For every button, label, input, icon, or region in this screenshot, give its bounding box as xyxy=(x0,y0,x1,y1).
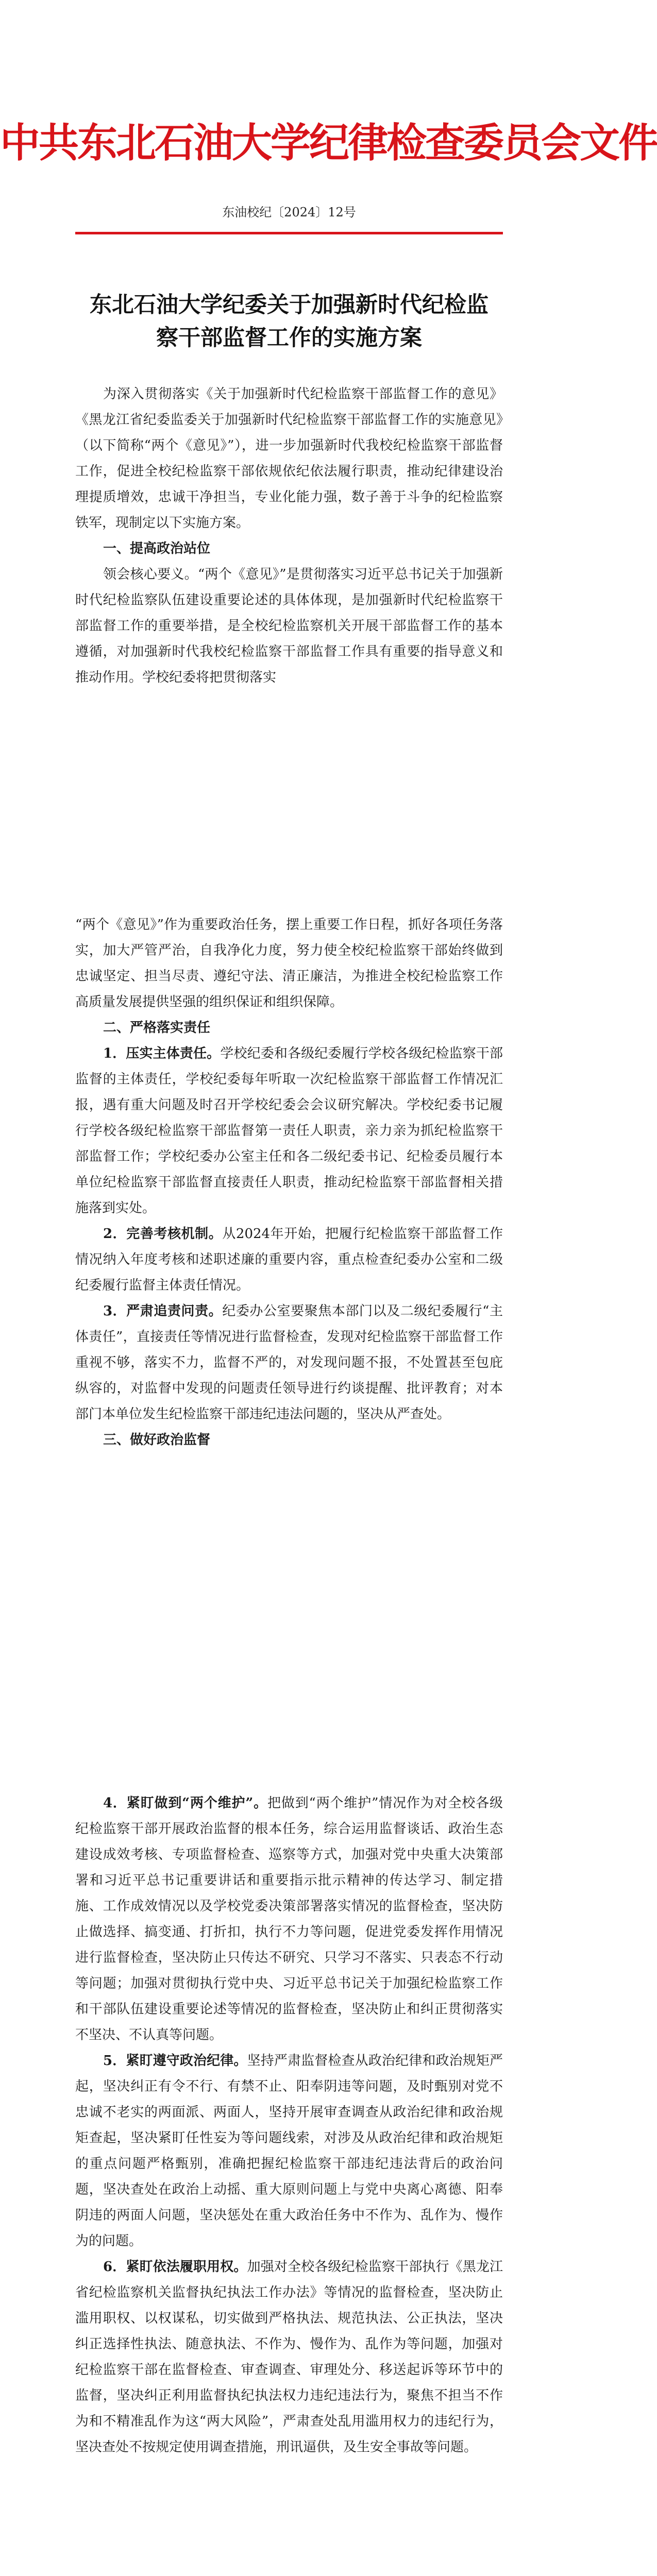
section-political-supervision xyxy=(75,1790,503,2460)
document-title-line1: 东北石油大学纪委关于加强新时代纪检监 xyxy=(90,292,488,318)
section-3-item-5 xyxy=(75,2048,503,2254)
section-responsibility xyxy=(75,912,503,1453)
section-2-item-1 xyxy=(75,1041,503,1221)
item-3-text: 纪委办公室要聚焦本部门以及二级纪委履行“主体责任”，直接责任等情况进行监督检查，发现对纪检监察干部监督工作重视不够，落实不力，监督不严的，对发现问题不报，不处置甚至包庇纵容的，对监督中发现的问题责任领导进行约谈提醒、批评教育；对本部门本单位发生纪检监察干部违纪违法问题的，坚决从严查处。 xyxy=(75,1303,503,1422)
org-header-title: 中共东北石油大学纪律检查委员会文件 xyxy=(0,120,657,166)
item-1-text: 学校纪委和各级纪委履行学校各级纪检监察干部监督的主体责任，学校纪委每年听取一次纪检监察干部监督工作情况汇报，遇有重大问题及时召开学校纪委会会议研究解决。学校纪委书记履行学校各级纪检监察干部监督第一责任人职责，亲力亲为抓纪检监察干部监督工作；学校纪委办公室主任和各二级纪委书记、纪检委员履行本单位纪检监察干部监督直接责任人职责，推动纪检监察干部监督相关措施落到实处。 xyxy=(75,1046,503,1216)
document-number: 东油校纪〔2024〕12号 xyxy=(222,205,356,219)
intro-paragraph: 为深入贯彻落实《关于加强新时代纪检监察干部监督工作的意见》《黑龙江省纪委监委关于加强新时代纪检监察干部监督工作的实施意见》（以下简称“两个《意见》”），进一步加强新时代我校纪检监察干部监督工作，促进全校纪检监察干部依规依纪依法履行职责，推动纪律建设治理提质增效，忠诚干净担当，专业化能力强，数子善于斗争的纪检监察铁军，现制定以下实施方案。 xyxy=(75,386,503,531)
section-2-heading: 二、严格落实责任 xyxy=(103,1020,211,1036)
item-6-lead: 6．紧盯依法履职用权。 xyxy=(103,2259,247,2275)
section-1-paragraph-1: 领会核心要义。“两个《意见》”是贯彻落实习近平总书记关于加强新时代纪检监察队伍建设重要论述的具体体现，是加强新时代纪检监察干部监督工作的重要举措，是全校纪检监察机关开展干部监督工作的基本遵循，对加强新时代我校纪检监察干部监督工作具有重要的指导意义和推动作用。学校纪委将把贯彻落实 xyxy=(75,567,503,685)
section-1-heading: 一、提高政治站位 xyxy=(103,541,211,556)
section-3-item-4 xyxy=(75,1790,503,2048)
section-3-item-6 xyxy=(75,2254,503,2460)
item-3-lead: 3．严肃追责问责。 xyxy=(103,1303,223,1319)
item-2-text: 从2024年开始，把履行纪检监察干部监督工作情况纳入年度考核和述职述廉的重要内容，重点检查纪委办公室和二级纪委履行监督主体责任情况。 xyxy=(75,1226,503,1293)
item-4-text: 把做到“两个维护”情况作为对全校各级纪检监察干部开展政治监督的根本任务，综合运用监督谈话、政治生态建设成效考核、专项监督检查、巡察等方式，加强对党中央重大决策部署和习近平总书记重要讲话和重要指示批示精神的传达学习、制定措施、工作成效情况以及学校党委决策部署落实情况的监督检查，坚决防止做选择、搞变通、打折扣，执行不力等问题，促进党委发挥作用情况进行监督检查，坚决防止只传达不研究、只学习不落实、只表态不行动等问题；加强对贯彻执行党中央、习近平总书记关于加强纪检监察工作和干部队伍建设重要论述等情况的监督检查，坚决防止和纠正贯彻落实不坚决、不认真等问题。 xyxy=(75,1795,503,2043)
section-1-paragraph-2: “两个《意见》”作为重要政治任务，摆上重要工作日程，抓好各项任务落实，加大严管严治，自我净化力度，努力使全校纪检监察干部始终做到忠诚坚定、担当尽责、遵纪守法、清正廉洁，为推进全校纪检监察工作高质量发展提供坚强的组织保证和组织保障。 xyxy=(75,917,503,1010)
section-2-item-3 xyxy=(75,1298,503,1427)
document-title-line2: 察干部监督工作的实施方案 xyxy=(156,325,422,351)
item-6-text: 加强对全校各级纪检监察干部执行《黑龙江省纪检监察机关监督执纪执法工作办法》等情况的监督检查，坚决防止滥用职权、以权谋私，切实做到严格执法、规范执法、公正执法，坚决纠正选择性执法、随意执法、不作为、慢作为、乱作为等问题，加强对纪检监察干部在监督检查、审查调查、审理处分、移送起诉等环节中的监督，坚决纠正利用监督执纪执法权力违纪违法行为，聚焦不担当不作为和不精准乱作为这“两大风险”，严肃查处乱用滥用权力的违纪行为，坚决查处不按规定使用调查措施，刑讯逼供，及生安全事故等问题。 xyxy=(75,2259,503,2455)
document-title xyxy=(88,289,491,354)
red-divider-line xyxy=(75,232,503,234)
item-5-text: 坚持严肃监督检查从政治纪律和政治规矩严起，坚决纠正有令不行、有禁不止、阳奉阴违等问题，及时甄别对党不忠诚不老实的两面派、两面人，坚持开展审查调查从政治纪律和政治规矩查起，坚决紧盯任性妄为等问题线索，对涉及从政治纪律和政治规矩的重点问题严格甄别，准确把握纪检监察干部违纪违法背后的政治问题，坚决查处在政治上动摇、重大原则问题上与党中央离心离德、阳奉阴违的两面人问题，坚决惩处在重大政治任务中不作为、乱作为、慢作为的问题。 xyxy=(75,2053,503,2249)
item-4-lead: 4．紧盯做到“两个维护”。 xyxy=(103,1795,268,1811)
section-intro xyxy=(75,381,503,690)
item-2-lead: 2．完善考核机制。 xyxy=(103,1226,223,1242)
section-3-heading: 三、做好政治监督 xyxy=(103,1432,211,1448)
section-2-item-2 xyxy=(75,1221,503,1298)
item-1-lead: 1．压实主体责任。 xyxy=(103,1046,221,1061)
item-5-lead: 5．紧盯遵守政治纪律。 xyxy=(103,2053,247,2069)
